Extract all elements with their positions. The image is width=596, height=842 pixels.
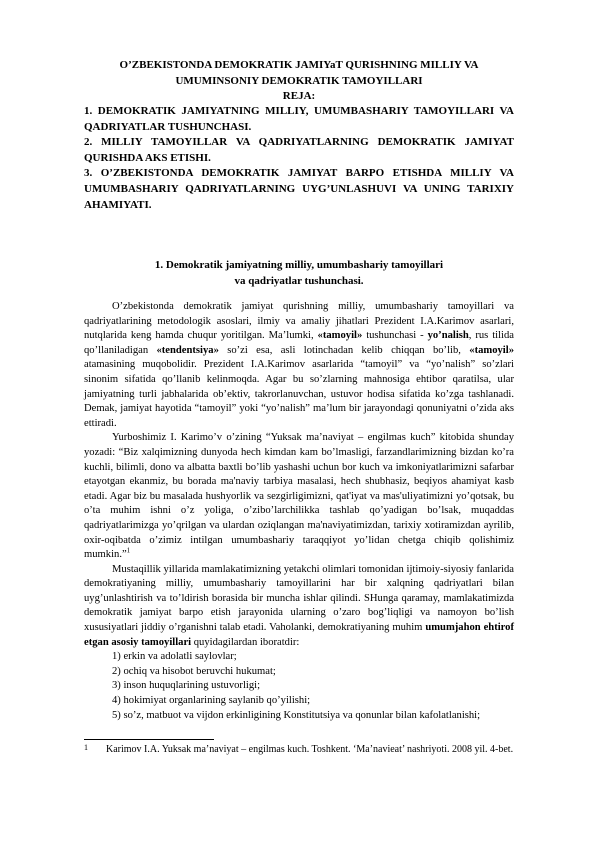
paragraph-2 [84,431,514,562]
footnote [84,743,514,757]
text-run: atamasining muqobolidir. Prezident I.A.Karimov asarlarida “tamoyil” va “yo’nalish” so’zlari sinonim sifatida qo’llanib kelinmoqda. Agar bu so’zlarning mahnosiga ehtibor qaratilsa, ular jamiyatning turli jabhalarida ob’ektiv, takrorlanuvchan, ustuvor hodisa sifatida ko’zga tashlanadi. Demak, jamiyat hayotida “tamoyil” yoki “yo’nalish” ma’lum bir jarayondagi qonuniyatni o’zida aks ettiradi. [84,359,514,429]
list-item: 3) inson huquqlarining ustuvorligi; [112,680,261,692]
paragraph-3 [84,563,514,651]
text-run: tushunchasi - [362,330,428,342]
list-item: 1) erkin va adolatli saylovlar; [112,651,237,663]
bold-term: «tamoyil» [469,344,514,356]
section-heading [84,257,514,289]
list-item: 4) hokimiyat organlarining saylanib qo’yilishi; [112,695,311,707]
bold-term: «tendentsiya» [156,344,219,356]
paragraph-1 [84,300,514,431]
plan-label: REJA: [282,90,316,102]
text-run: so’zi esa, asli lotinchadan kelib chiqqan bo’lib, [218,344,470,356]
document-title [84,58,514,89]
text-run: , rus tilida qo’llaniladigan [84,330,514,356]
bold-term: umumjahon ehtirof etgan asosiy tamoyillari [84,622,515,648]
text-run: Mustaqillik yillarida mamlakatimizning yetakchi olimlari tomonidan ijtimoiy-siyosiy fanlarida demokratiyaning milliy, umumbashariy tamoyillarini har bir xalqning qadriyatlari bilan uyg’unlashtirish va to’ldirish borasida bir muncha ishlar qilindi. SHunga qaramay, mamlakatimizda demokratik jamiyat barpo etish jarayonida ularning o’zaro bog’liqligi va namoyon bo’lish xususiyatlari jiddiy o’rganishni talab etadi. Vaholanki, demokratiyaning muhim [84,563,514,634]
bold-term: yo’nalish [427,330,469,342]
principles-list [84,650,514,723]
section-heading-line-2: va qadriyatlar tushunchasi. [234,275,364,287]
title-line-1: O’ZBEKISTONDA DEMOKRATIK JAMIYaT QURISHNING MILLIY VA [119,59,479,71]
plan-item-1: 1. DEMOKRATIK JAMIYATNING MILLIY, UMUMBASHARIY TAMOYILLARI VA QADRIYATLAR TUSHUNCHASI. [84,105,514,133]
footnote-text: Karimov I.A. Yuksak ma’naviyat – engilmas kuch. Toshkent. ‘Ma’navieat’ nashriyoti. 2008 yil. 4-bet. [106,744,514,755]
title-line-2: UMUMINSONIY DEMOKRATIK TAMOYILLARI [175,74,423,87]
plan-item-2: 2. MILLIY TAMOYILLAR VA QADRIYATLARNING DEMOKRATIK JAMIYAT QURISHDA AKS ETISHI. [84,136,514,164]
text-run: quyidagilardan iboratdir: [191,636,300,648]
footnote-reference[interactable]: 1 [126,546,131,555]
footnote-divider [84,739,214,740]
plan-item-3: 3. O’ZBEKISTONDA DEMOKRATIK JAMIYAT BARPO ETISHDA MILLIY VA UMUMBASHARIY QADRIYATLARNING UYG’UNLASHUVI VA UNING TARIXIY AHAMIYATI. [84,167,514,211]
list-item: 5) so’z, matbuot va vijdon erkinligining Konstitutsiya va qonunlar bilan kafolatlanishi; [112,709,481,721]
list-item: 2) ochiq va hisobot beruvchi hukumat; [112,665,276,677]
text-run: O’zbekistonda demokratik jamiyat qurishning milliy, umumbashariy tamoyillari va qadriyatlarining metodologik asoslari, ilmiy va amaliy jihatlari Prezident I.A.Karimov asarlari, nutqlarida keng hamda chuqur yoritilgan. Ma’lumki, [84,301,514,342]
text-run: Yurboshimiz I. Karimo’v o’zining “Yuksak ma’naviyat – engilmas kuch” kitobida shunday yozadi: “Biz xalqimizning dunyoda hech kimdan kam bo’lmasligi, farzandlarimizning bizdan ko’ra kuchli, bilimli, dono va albatta baxtli bo’lib yashashi uchun bor kuch va imkoniyatlarimizni safarbar etayotgan ekanmiz, bu borada ma'naviy tarbiya masalasi, hech shubhasiz, beqiyos ahamiyat kasb etadi. Agar biz bu masalada hushyorlik va sezgirligimizni, qat'iyat va mas'uliyatimizni yo’qotsak, bu o’ta muhim ishni o’z yoliga, o’zibo’larchilikka tashlab qo’yadigan bo’lsak, muqaddas qadriyatlarimizga yo’qrilgan va ulardan oziqlangan ma'naviyatimizdan, tarixiy xotiramizdan ayrilib, oxir-oqibatda o’zimiz intilgan umumbashariy taraqqiyot yo’lidan chetga chiqib qolishimiz mumkin.” [84,432,514,561]
bold-term: «tamoyil» [317,330,363,342]
plan-list [84,104,514,213]
body-text [84,300,514,723]
section-heading-line-1: 1. Demokratik jamiyatning milliy, umumbashariy tamoyillari [154,259,444,271]
footnote-mark: 1 [84,743,88,752]
